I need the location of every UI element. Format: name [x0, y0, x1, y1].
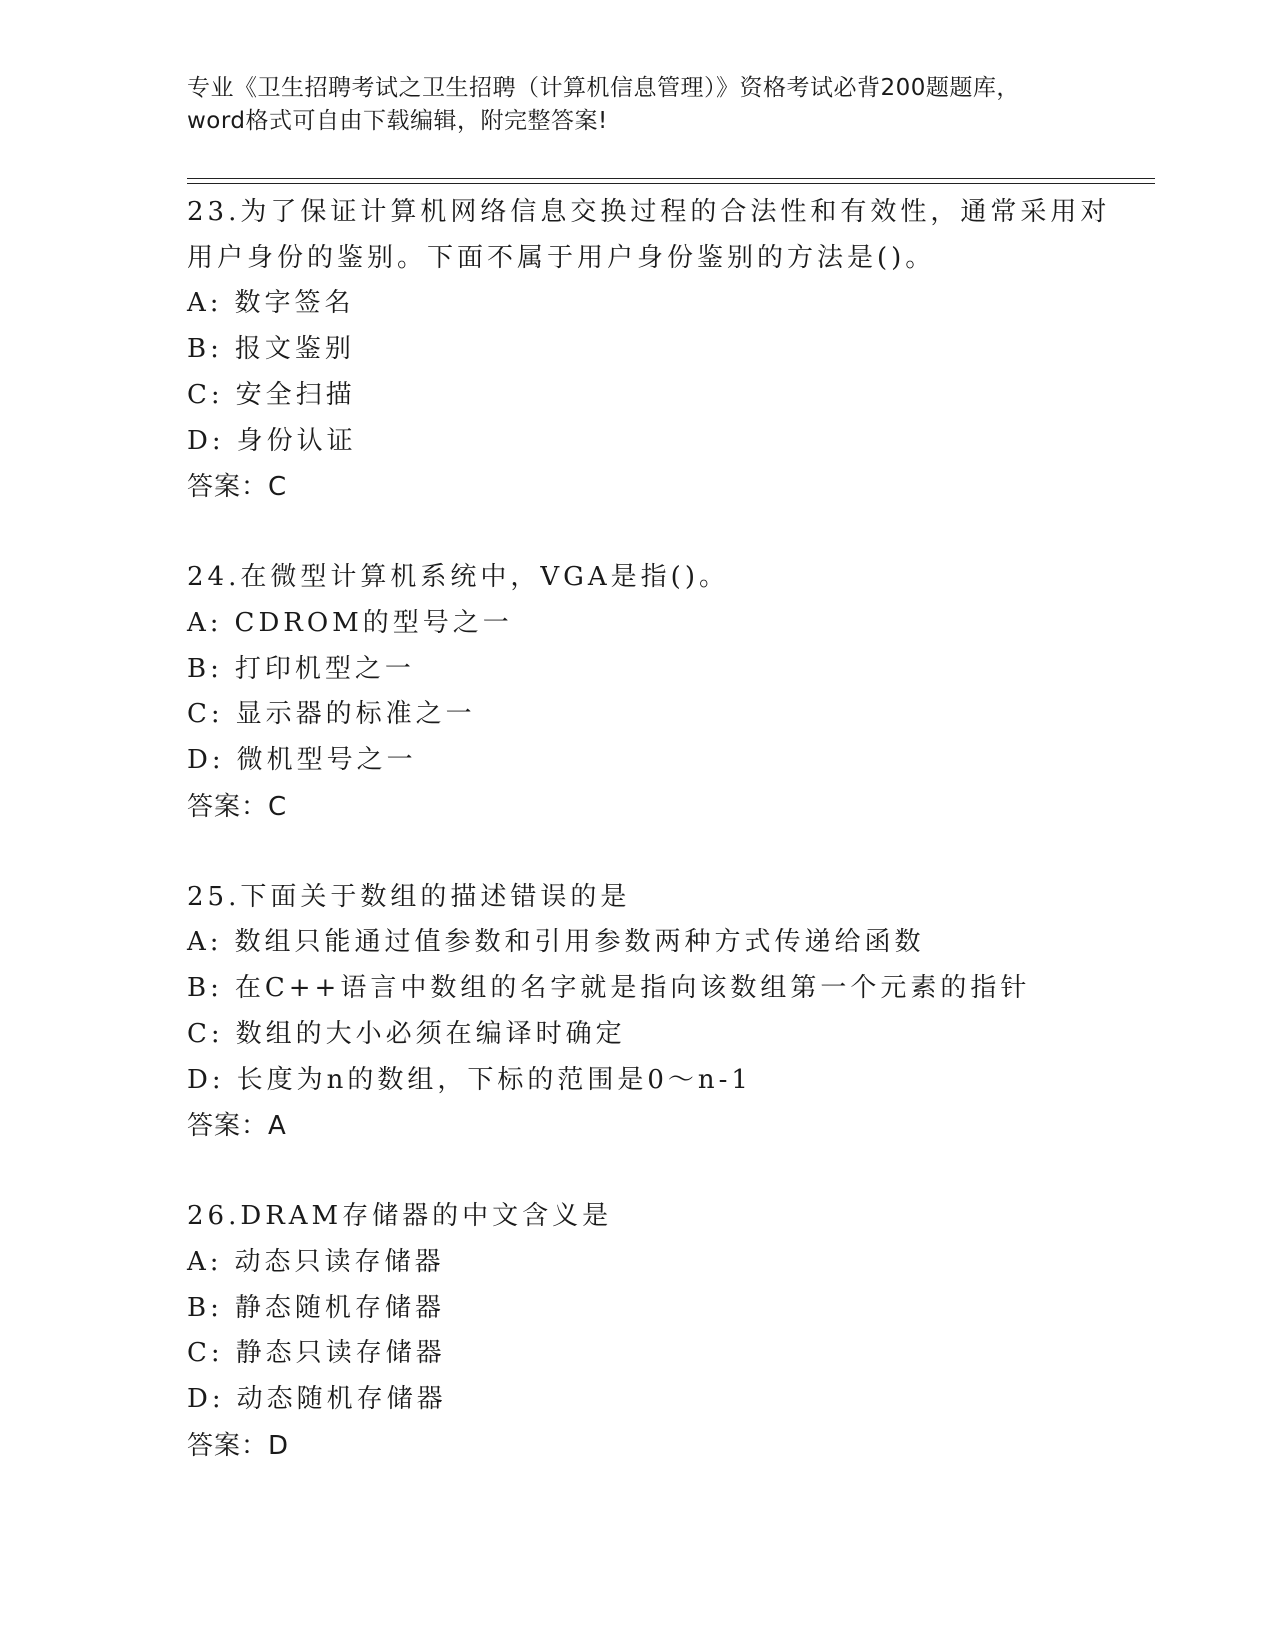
answer-line: 答案：D: [187, 1430, 290, 1461]
option-text: 静态随机存储器: [234, 1292, 445, 1323]
option-b: [187, 1286, 1167, 1332]
option-key: D:: [187, 1064, 225, 1095]
answer-line: 答案：A: [187, 1111, 287, 1142]
option-key: B:: [187, 1292, 223, 1323]
option-key: B:: [187, 973, 223, 1004]
option-c: [187, 1012, 1167, 1058]
question-stem: [187, 1194, 1167, 1240]
question-stem-line: 23.为了保证计算机网络信息交换过程的合法性和有效性，通常采用对: [187, 197, 1111, 227]
option-c: [187, 1331, 1167, 1377]
answer-line: 答案：C: [187, 791, 288, 822]
option-text: 微机型号之一: [236, 745, 417, 776]
option-a: [187, 281, 1167, 327]
option-text: CDROM的型号之一: [234, 607, 513, 638]
option-key: A:: [187, 607, 223, 638]
question-stem-line: 24.在微型计算机系统中，VGA是指()。: [187, 562, 729, 593]
option-text: 报文鉴别: [234, 334, 355, 365]
option-key: D:: [187, 425, 225, 456]
answer-line: 答案：C: [187, 472, 288, 503]
option-key: D:: [187, 745, 225, 776]
option-a: [187, 920, 1167, 966]
option-key: C:: [187, 699, 224, 730]
option-d: [187, 1377, 1167, 1423]
question-26: [187, 1194, 1167, 1469]
option-b: [187, 647, 1167, 693]
option-d: [187, 1058, 1167, 1104]
option-b: [187, 327, 1167, 373]
option-key: B:: [187, 653, 223, 684]
header-title-line-1: 专业《卫生招聘考试之卫生招聘（计算机信息管理）》资格考试必背200题题库，: [187, 75, 1020, 101]
header-divider-top: [187, 178, 1155, 179]
option-text: 数字签名: [234, 288, 355, 319]
option-c: [187, 373, 1167, 419]
option-text: 在C++语言中数组的名字就是指向该数组第一个元素的指针: [234, 973, 1031, 1004]
option-text: 数组的大小必须在编译时确定: [235, 1018, 626, 1049]
option-text: 身份认证: [236, 425, 357, 456]
question-stem: [187, 190, 1167, 281]
question-stem-line: 用户身份的鉴别。下面不属于用户身份鉴别的方法是()。: [187, 242, 936, 273]
option-text: 数组只能通过值参数和引用参数两种方式传递给函数: [234, 927, 925, 958]
option-text: 显示器的标准之一: [235, 699, 476, 730]
option-key: A:: [187, 1246, 223, 1277]
question-stem-line: 25.下面关于数组的描述错误的是: [187, 881, 631, 912]
question-stem: [187, 555, 1167, 601]
question-24: [187, 555, 1167, 830]
question-23: [187, 190, 1167, 510]
option-key: D:: [187, 1384, 225, 1415]
option-key: A:: [187, 288, 223, 319]
option-text: 动态随机存储器: [236, 1384, 447, 1415]
option-key: B:: [187, 334, 223, 365]
option-text: 长度为n的数组，下标的范围是0～n-1: [236, 1064, 752, 1095]
question-list: [187, 190, 1167, 1514]
option-c: [187, 692, 1167, 738]
option-d: [187, 419, 1167, 465]
header-divider-bottom: [187, 183, 1155, 184]
header-title-line-2: word格式可自由下载编辑，附完整答案!: [187, 108, 608, 134]
option-text: 动态只读存储器: [234, 1246, 445, 1277]
question-25: [187, 875, 1167, 1150]
option-d: [187, 738, 1167, 784]
option-b: [187, 966, 1167, 1012]
option-a: [187, 601, 1167, 647]
option-key: C:: [187, 1018, 224, 1049]
option-text: 安全扫描: [235, 379, 356, 410]
option-text: 打印机型之一: [234, 653, 415, 684]
document-header: [187, 72, 1087, 138]
option-text: 静态只读存储器: [235, 1338, 446, 1369]
option-a: [187, 1240, 1167, 1286]
question-stem: [187, 875, 1167, 921]
option-key: C:: [187, 379, 224, 410]
question-stem-line: 26.DRAM存储器的中文含义是: [187, 1201, 613, 1232]
option-key: A:: [187, 927, 223, 958]
option-key: C:: [187, 1338, 224, 1369]
